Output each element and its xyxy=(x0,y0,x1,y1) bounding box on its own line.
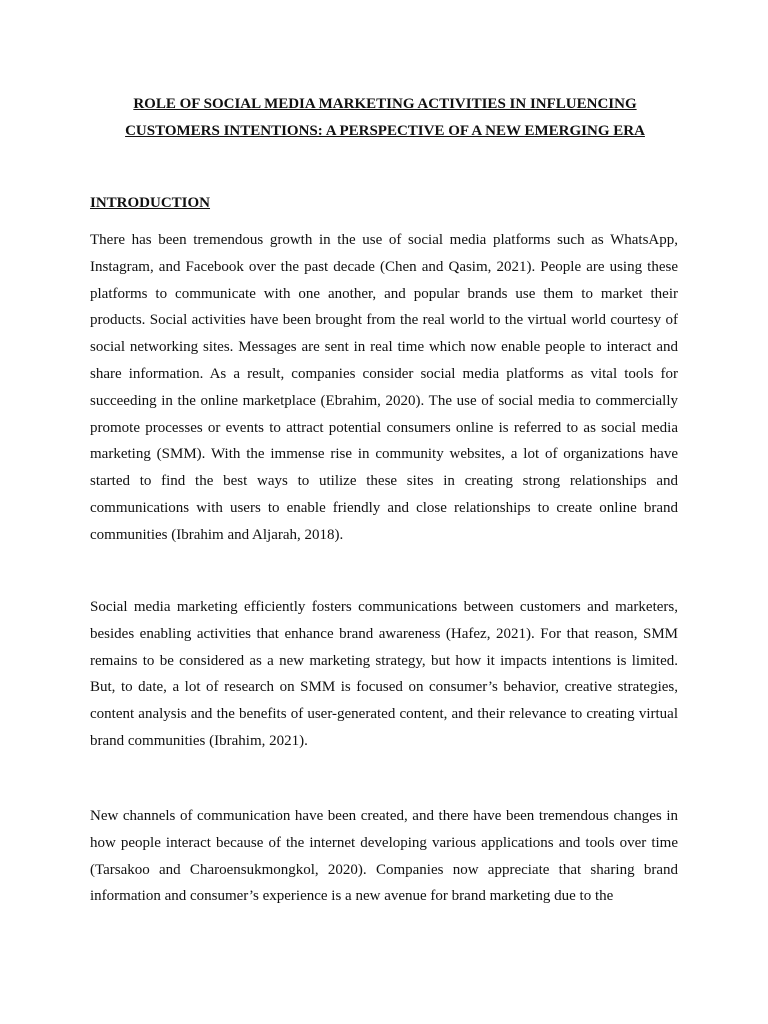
section-heading-introduction: INTRODUCTION xyxy=(90,195,211,211)
paragraph-3: New channels of communication have been created, and there have been tremendous changes in how people interact because of the internet developing various applications and tools over time (Tarsakoo and Charoensukmongkol, 2020). Companies now appreciate that sharing brand information and consumer’s experience is a new avenue for brand marketing due to the xyxy=(90,808,678,905)
paragraph-1: There has been tremendous growth in the use of social media platforms such as WhatsApp, Instagram, and Facebook over the past decade (Chen and Qasim, 2021). People are using these platforms to communicate with one another, and popular brands use them to market their products. Social activities have been brought from the real world to the virtual world courtesy of social networking sites. Messages are sent in real time which now enable people to interact and share information. As a result, companies consider social media platforms as vital tools for succeeding in the online marketplace (Ebrahim, 2020). The use of social media to commercially promote processes or events to attract potential consumers online is referred to as social media marketing (SMM). With the immense rise in community websites, a lot of organizations have started to find the best ways to utilize these sites in creating strong relationships and communications with users to enable friendly and close relationships to create online brand communities (Ibrahim and Aljarah, 2018). xyxy=(90,232,678,543)
paragraph-2: Social media marketing efficiently fosters communications between customers and marketers, besides enabling activities that enhance brand awareness (Hafez, 2021). For that reason, SMM remains to be considered as a new marketing strategy, but how it impacts intentions is limited. But, to date, a lot of research on SMM is focused on consumer’s behavior, creative strategies, content analysis and the benefits of user-generated content, and their relevance to creating virtual brand communities (Ibrahim, 2021). xyxy=(90,599,678,749)
document-title: ROLE OF SOCIAL MEDIA MARKETING ACTIVITIES IN INFLUENCING CUSTOMERS INTENTIONS: A PERSPECTIVE OF A NEW EMERGING ERA xyxy=(125,96,645,139)
